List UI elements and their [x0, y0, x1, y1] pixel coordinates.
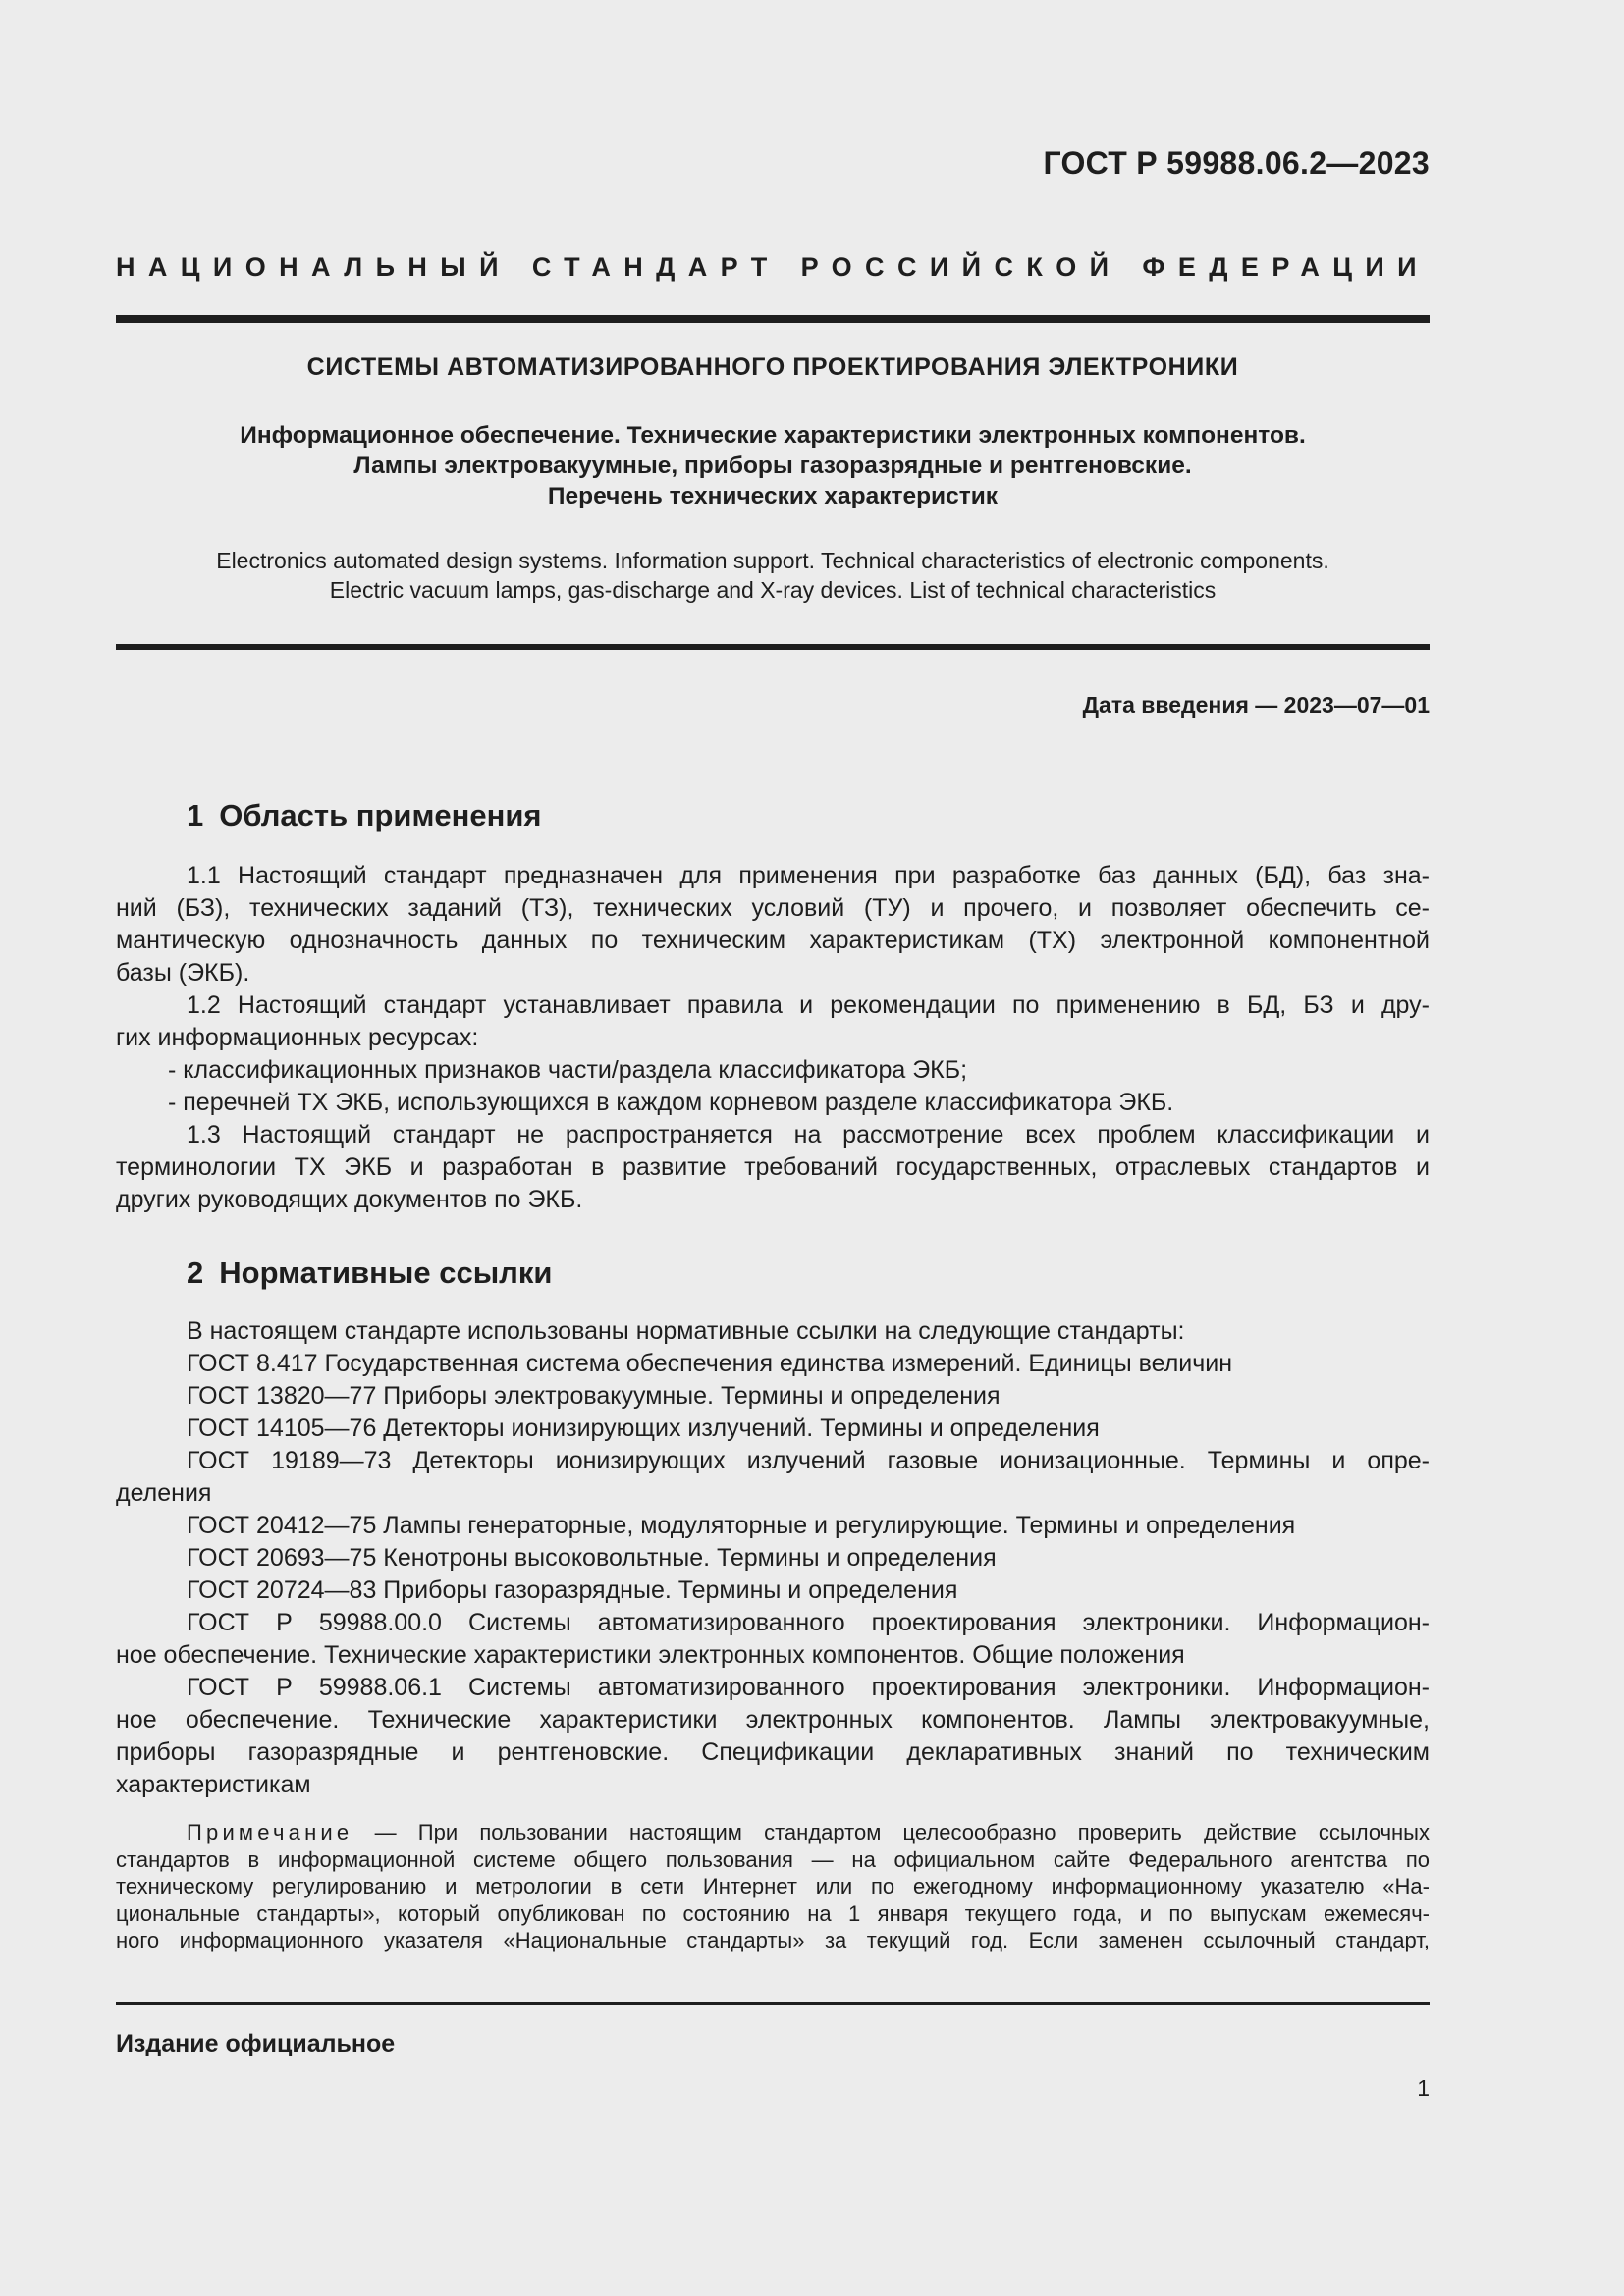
- note-line: циональные стандарты», который опубликован по состоянию на 1 января текущего года, и по выпускам ежемесяч-: [116, 1900, 1430, 1926]
- header-rule-top: [116, 315, 1430, 323]
- note-text: — При пользовании настоящим стандартом целесообразно проверить действие ссылочных: [352, 1820, 1430, 1844]
- reference-item-continuation: ное обеспечение. Технические характеристики электронных компонентов. Лампы электровакуумные,: [116, 1706, 1430, 1734]
- paragraph-line: 1.1 Настоящий стандарт предназначен для применения при разработке баз данных (БД), баз зна-: [187, 862, 1430, 889]
- header-rule-bottom: [116, 644, 1430, 650]
- footer-rule: [116, 2002, 1430, 2005]
- paragraph-line: терминологии ТХ ЭКБ и разработан в развитие требований государственных, отраслевых стандартов и: [116, 1153, 1430, 1181]
- reference-item: ГОСТ 20412—75 Лампы генераторные, модуляторные и регулирующие. Термины и определения: [187, 1512, 1296, 1539]
- paragraph-line: других руководящих документов по ЭКБ.: [116, 1186, 583, 1213]
- document-subtitle: [116, 420, 1430, 511]
- paragraph-line: мантическую однозначность данных по техническим характеристикам (ТХ) электронной компонентной: [116, 927, 1430, 954]
- introduction-date: Дата введения — 2023—07—01: [1082, 692, 1430, 718]
- document-code: ГОСТ Р 59988.06.2—2023: [1043, 145, 1430, 181]
- list-item: - перечней ТХ ЭКБ, использующихся в каждом корневом разделе классификатора ЭКБ.: [168, 1089, 1174, 1116]
- paragraph-line: 1.3 Настоящий стандарт не распространяется на рассмотрение всех проблем классификации и: [187, 1121, 1430, 1148]
- section-2-body: [116, 1315, 1430, 1801]
- english-title: [116, 546, 1430, 605]
- reference-item-continuation: деления: [116, 1479, 212, 1507]
- reference-item: ГОСТ 19189—73 Детекторы ионизирующих излучений газовые ионизационные. Термины и опре-: [187, 1447, 1430, 1474]
- reference-item: ГОСТ Р 59988.00.0 Системы автоматизированного проектирования электроники. Информацион-: [187, 1609, 1430, 1636]
- national-standard-banner: НАЦИОНАЛЬНЫЙ СТАНДАРТ РОССИЙСКОЙ ФЕДЕРАЦИИ: [116, 252, 1430, 282]
- reference-item: ГОСТ 8.417 Государственная система обеспечения единства измерений. Единицы величин: [187, 1350, 1233, 1377]
- reference-item-continuation: характеристикам: [116, 1771, 311, 1798]
- section-title: Область применения: [219, 798, 542, 832]
- note-label: Примечание: [187, 1820, 353, 1844]
- reference-item-continuation: ное обеспечение. Технические характеристики электронных компонентов. Общие положения: [116, 1641, 1185, 1669]
- reference-item-continuation: приборы газоразрядные и рентгеновские. Спецификации декларативных знаний по техническим: [116, 1738, 1430, 1766]
- section-number: 1: [187, 798, 204, 832]
- section-1-heading: [187, 798, 542, 833]
- section-2-heading: [187, 1255, 552, 1291]
- subtitle-line: Лампы электровакуумные, приборы газоразрядные и рентгеновские.: [353, 453, 1192, 479]
- subtitle-line: Перечень технических характеристик: [547, 483, 999, 509]
- official-edition-label: Издание официальное: [116, 2030, 396, 2057]
- reference-item: ГОСТ 20693—75 Кенотроны высоковольтные. Термины и определения: [187, 1544, 997, 1572]
- note-block: [116, 1819, 1430, 1954]
- paragraph-line: гих информационных ресурсах:: [116, 1024, 479, 1051]
- paragraph-line: В настоящем стандарте использованы нормативные ссылки на следующие стандарты:: [187, 1317, 1185, 1345]
- english-title-line: Electric vacuum lamps, gas-discharge and X-ray devices. List of technical characteristics: [329, 577, 1217, 603]
- note-line: техническому регулированию и метрологии в сети Интернет или по ежегодному информационному указателю «На-: [116, 1874, 1430, 1898]
- english-title-line: Electronics automated design systems. Information support. Technical characteristics of electronic components.: [216, 548, 1329, 573]
- reference-item: ГОСТ Р 59988.06.1 Системы автоматизированного проектирования электроники. Информацион-: [187, 1674, 1430, 1701]
- page-number: 1: [1417, 2075, 1430, 2101]
- note-line: ного информационного указателя «Национальные стандарты» за текущий год. Если заменен ссылочный стандарт,: [116, 1928, 1430, 1952]
- subtitle-line: Информационное обеспечение. Технические характеристики электронных компонентов.: [240, 422, 1306, 449]
- paragraph-line: базы (ЭКБ).: [116, 959, 250, 987]
- reference-item: ГОСТ 13820—77 Приборы электровакуумные. Термины и определения: [187, 1382, 1001, 1410]
- section-title: Нормативные ссылки: [219, 1255, 553, 1290]
- paragraph-line: 1.2 Настоящий стандарт устанавливает правила и рекомендации по применению в БД, БЗ и дру-: [187, 991, 1430, 1019]
- document-page: [116, 0, 1430, 2296]
- list-item: - классификационных признаков части/раздела классификатора ЭКБ;: [168, 1056, 968, 1084]
- note-line: [116, 1819, 1430, 1846]
- document-title: СИСТЕМЫ АВТОМАТИЗИРОВАННОГО ПРОЕКТИРОВАНИЯ ЭЛЕКТРОНИКИ: [306, 353, 1239, 381]
- section-number: 2: [187, 1255, 204, 1290]
- paragraph-line: ний (БЗ), технических заданий (ТЗ), технических условий (ТУ) и прочего, и позволяет обеспечить се-: [116, 894, 1430, 922]
- note-line: стандартов в информационной системе общего пользования — на официальном сайте Федерального агентства по: [116, 1846, 1430, 1872]
- reference-item: ГОСТ 14105—76 Детекторы ионизирующих излучений. Термины и определения: [187, 1415, 1100, 1442]
- section-1-body: [116, 860, 1430, 1216]
- reference-item: ГОСТ 20724—83 Приборы газоразрядные. Термины и определения: [187, 1576, 958, 1604]
